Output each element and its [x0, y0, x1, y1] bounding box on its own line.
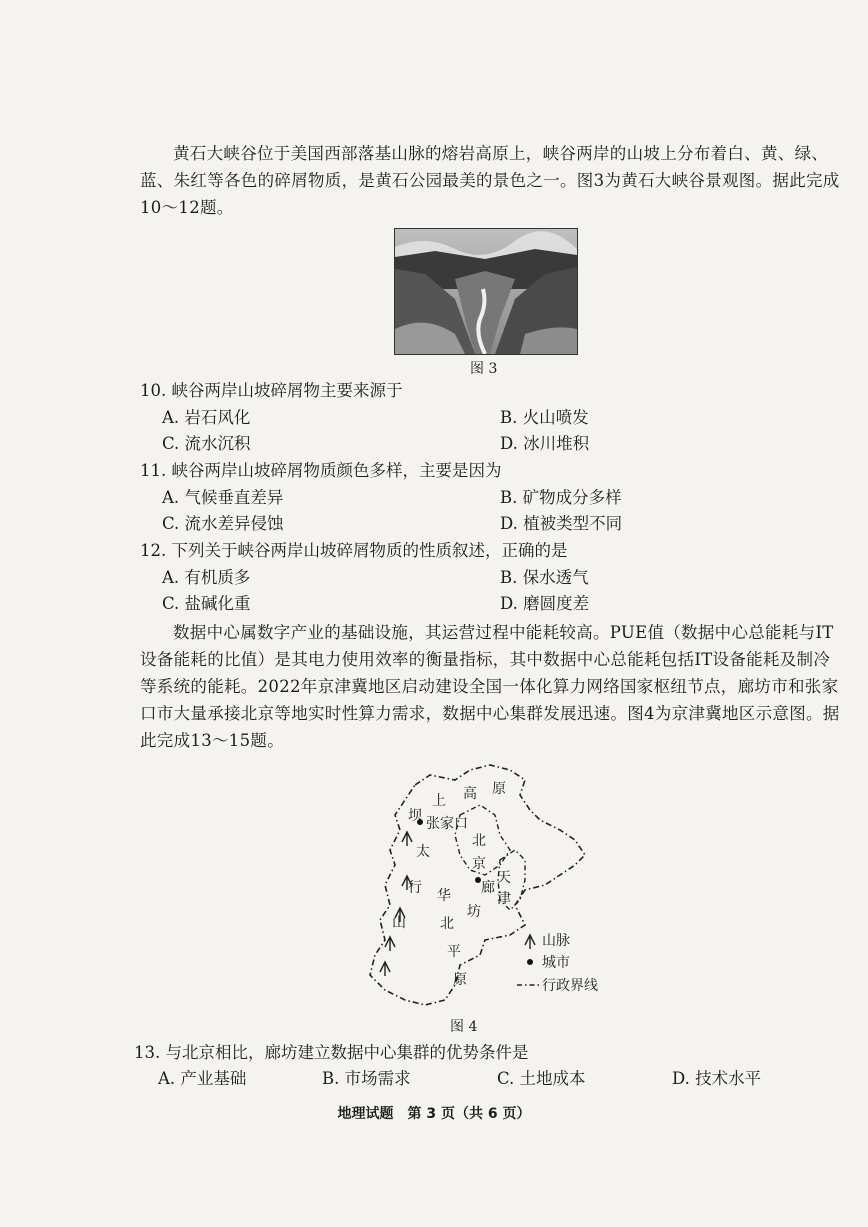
map-label-tai: 太 — [416, 844, 430, 860]
question-13-option-b: B. 市场需求 — [322, 1069, 411, 1088]
map-label-gao: 高 — [463, 786, 477, 802]
legend-mountain-icon — [525, 935, 535, 949]
jingjinji-map — [360, 760, 640, 1015]
question-12-option-a: A. 有机质多 — [162, 568, 251, 587]
map-label-shan: 山 — [392, 915, 406, 931]
yellowstone-canyon-photo — [394, 228, 578, 355]
legend-city-label: 城市 — [542, 955, 570, 971]
map-label-bei2: 北 — [440, 916, 454, 932]
question-11-stem: 11. 峡谷两岸山坡碎屑物质颜色多样，主要是因为 — [140, 461, 502, 480]
figure-3-caption: 图 3 — [470, 361, 498, 377]
mountain-symbols — [380, 832, 412, 976]
question-12-option-c: C. 盐碱化重 — [162, 594, 251, 613]
question-12-option-b: B. 保水透气 — [500, 568, 589, 587]
question-10-option-d: D. 冰川堆积 — [500, 434, 590, 453]
map-label-yuan2: 原 — [453, 972, 467, 988]
map-label-beijing-jing: 京 — [472, 856, 486, 872]
question-12-stem: 12. 下列关于峡谷两岸山坡碎屑物质的性质叙述，正确的是 — [140, 541, 568, 560]
map-label-ba: 坝 — [408, 808, 422, 824]
question-13-option-a: A. 产业基础 — [158, 1069, 247, 1088]
page-footer: 地理试题 第 3 页（共 6 页） — [337, 1106, 531, 1122]
question-10-option-c: C. 流水沉积 — [162, 434, 251, 453]
passage-yellowstone: 黄石大峡谷位于美国西部落基山脉的熔岩高原上，峡谷两岸的山坡上分布着白、黄、绿、蓝、朱红等各色的碎屑物质，是黄石公园最美的景色之一。图3为黄石大峡谷景观图。据此完成10～12题。 — [140, 144, 840, 217]
question-11-option-a: A. 气候垂直差异 — [162, 488, 284, 507]
map-label-zhangjiakou: 张家口 — [426, 816, 468, 832]
question-10-option-b: B. 火山喷发 — [500, 408, 589, 427]
legend-boundary-label: 行政界线 — [542, 978, 598, 994]
map-legend — [517, 933, 598, 994]
map-label-beijing-bei: 北 — [472, 833, 486, 849]
question-13-option-d: D. 技术水平 — [672, 1069, 762, 1088]
map-label-ping: 平 — [447, 944, 461, 960]
passage-data-center: 数据中心属数字产业的基础设施，其运营过程中能耗较高。PUE值（数据中心总能耗与IT设备能耗的比值）是其电力使用效率的衡量指标，其中数据中心总能耗包括IT设备能耗及制冷等系统的能耗。2022年京津冀地区启动建设全国一体化算力网络国家枢纽节点，廊坊市和张家口市大量承接北京等地实时性算力需求，数据中心集群发展迅速。图4为京津冀地区示意图。据此完成13～15题。 — [140, 623, 840, 750]
figure-4-caption: 图 4 — [450, 1019, 478, 1035]
legend-city-icon — [527, 959, 533, 965]
question-11-option-b: B. 矿物成分多样 — [500, 488, 622, 507]
question-10-stem: 10. 峡谷两岸山坡碎屑物主要来源于 — [140, 381, 403, 400]
question-12-option-d: D. 磨圆度差 — [500, 594, 590, 613]
map-label-lang: 廊 — [481, 880, 495, 896]
map-label-fang: 坊 — [467, 904, 481, 920]
question-11-option-c: C. 流水差异侵蚀 — [162, 514, 284, 533]
map-label-shang: 上 — [432, 793, 446, 809]
legend-mountain-label: 山脉 — [542, 933, 570, 949]
question-13-option-c: C. 土地成本 — [497, 1069, 586, 1088]
map-label-hang: 行 — [408, 880, 422, 896]
map-label-yuan1: 原 — [492, 781, 506, 797]
question-10-option-a: A. 岩石风化 — [162, 408, 251, 427]
question-13-stem: 13. 与北京相比，廊坊建立数据中心集群的优势条件是 — [134, 1043, 529, 1062]
map-label-jin: 津 — [497, 891, 511, 907]
map-label-tian: 天 — [497, 870, 511, 886]
map-label-hua: 华 — [437, 888, 451, 904]
question-11-option-d: D. 植被类型不同 — [500, 514, 623, 533]
